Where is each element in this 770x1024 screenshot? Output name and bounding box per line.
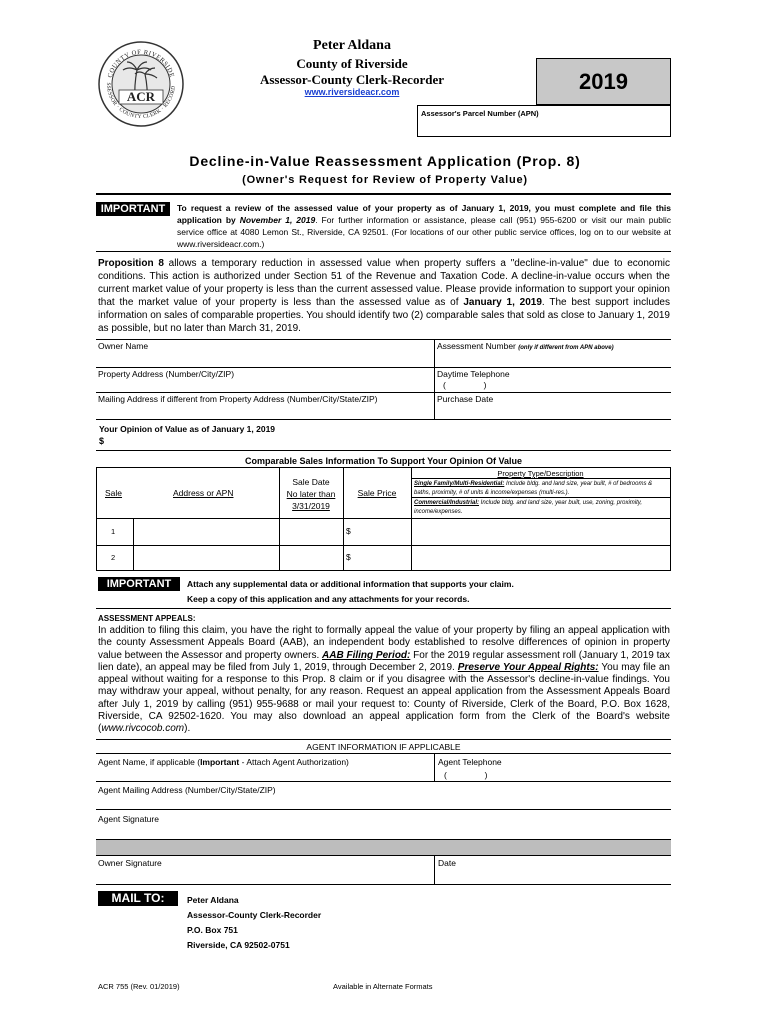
apn-field[interactable] — [417, 105, 671, 137]
opinion-bottom-border — [96, 450, 671, 451]
year-box — [536, 58, 671, 105]
row-2-address-field[interactable] — [134, 546, 279, 570]
agent-mailing-field[interactable] — [96, 782, 671, 808]
agent-telephone-field[interactable] — [435, 754, 671, 780]
mail-to-badge: MAIL TO: — [98, 891, 178, 906]
comparables-title: Comparable Sales Information To Support Your Opinion Of Value — [244, 456, 523, 466]
opinion-value-field[interactable] — [108, 433, 408, 447]
row-2-dollar: $ — [346, 552, 351, 562]
apn-label: Assessor's Parcel Number (APN) — [421, 109, 539, 118]
fields-bottom-border — [96, 419, 671, 420]
agent-top-border — [96, 739, 671, 740]
title-divider — [96, 193, 671, 195]
important-badge: IMPORTANT — [96, 202, 170, 216]
mail-to-address: Peter Aldana Assessor-County Clerk-Recorder P.O. Box 751 Riverside, CA 92502-0751 — [187, 895, 322, 950]
rivcocob-link[interactable]: www.rivcocob.com — [101, 723, 185, 735]
col-address-header: Address or APN — [173, 488, 234, 498]
daytime-phone-field[interactable] — [435, 368, 671, 392]
col-price-header: Sale Price — [357, 488, 397, 498]
row-2-date-field[interactable] — [280, 546, 343, 570]
agent-name-label: Agent Name, if applicable (Important - Attach Agent Authorization) — [98, 757, 349, 767]
section-divider — [96, 251, 671, 252]
col-sale-header: Sale — [105, 488, 123, 498]
owner-signature-label: Owner Signature — [98, 858, 162, 868]
daytime-phone-label: Daytime Telephone — [437, 369, 510, 379]
agent-signature-label: Agent Signature — [98, 814, 159, 824]
agent-mailing-label: Agent Mailing Address (Number/City/State/ZIP) — [98, 785, 276, 795]
owner-name-field[interactable] — [96, 340, 434, 367]
county-seal-logo — [97, 40, 185, 128]
appeals-heading: ASSESSMENT APPEALS: — [98, 614, 196, 623]
owner-date-label: Date — [438, 858, 456, 868]
owner-signature-field[interactable] — [96, 856, 434, 884]
col-date-header: Sale Date No later than 3/31/2019 — [286, 477, 336, 511]
col-type-header: Property Type/Description — [497, 469, 584, 478]
mailing-address-label: Mailing Address if different from Property Address (Number/City/State/ZIP) — [98, 394, 378, 404]
separator-band — [96, 839, 671, 856]
row-1-price-field[interactable] — [353, 519, 411, 545]
opinion-value-dollar: $ — [99, 436, 105, 446]
form-subtitle: (Owner's Request for Review of Property Value) — [242, 174, 528, 186]
purchase-date-label: Purchase Date — [437, 394, 494, 404]
mailing-address-field[interactable] — [96, 393, 434, 419]
property-address-field[interactable] — [96, 368, 434, 392]
form-title: Decline-in-Value Reassessment Application (Prop. 8) — [189, 153, 581, 169]
deadline-date: November 1, 2019 — [239, 215, 316, 225]
daytime-phone-parens: ( ) — [443, 380, 487, 390]
alternate-formats: Available in Alternate Formats — [333, 982, 433, 991]
appeals-paragraph: In addition to filing this claim, you have the right to formally appeal the value of your property by filing an appeal application with the county Assessment Appeals Board (AAB), an independent body established to resolve differences of opinion in property value between the Assessor and property owners. AAB Filing Period: For the 2019 regular assessment roll (January 1, 2019 tax lien date), an appeal may be filed from July 1, 2019, through December 2, 2019. Preserve Your Appeal Rights: You may file an appeal without waiting for a response to this Prop. 8 claim or if you disagree with the Assessor's decline-in-value findings. You may withdraw your appeal, without penalty, for any reason. Request an appeal application from the Assessment Appeals Board after July 1, 2019 by calling (951) 955-9688 or mail your request to: County of Riverside, Clerk of the Board, P.O. Box 1628, Riverside, CA 92502-1620. You may also download an appeal application form from the Clerk of the Board's website (www.rivcocob.com). — [98, 625, 670, 735]
svg-text:ASSESSOR · COUNTY CLERK · RECO: SSESSOR · COUNTY CLERK · RECORD — [104, 82, 178, 121]
attach-note: Attach any supplemental data or additional information that supports your claim. — [187, 579, 514, 589]
agent-name-field[interactable] — [96, 754, 434, 780]
assessor-name: Peter Aldana — [313, 38, 391, 53]
row-2-description-field[interactable] — [412, 546, 670, 570]
row-1-description-field[interactable] — [412, 519, 670, 545]
agent-phone-parens: ( ) — [444, 770, 488, 780]
important-badge-2: IMPORTANT — [98, 577, 180, 591]
purchase-date-field[interactable] — [435, 393, 671, 419]
agent-header: AGENT INFORMATION IF APPLICABLE — [306, 742, 461, 752]
form-id: ACR 755 (Rev. 01/2019) — [98, 982, 180, 991]
row-2-price-field[interactable] — [353, 546, 411, 570]
section-divider — [96, 608, 671, 609]
svg-text:ACR: ACR — [126, 89, 156, 104]
office-name: Assessor-County Clerk-Recorder — [259, 72, 444, 87]
owner-date-field[interactable] — [435, 856, 671, 884]
prop8-paragraph: Proposition 8 allows a temporary reduction in assessed value when property suffers a "decline-in-value" due to economic conditions. This action is authorized under Section 51 of the Revenue and Taxation Code. A decline-in-value occurs when the current market value of your property is less than the current assessed value. Please provide information to support your opinion that the market value of your property is less than the assessed value as of January 1, 2019. The best support includes information on sales of comparable properties. You should identify two (2) comparable sales that sold as close to January 1, 2019 as possible, but no later than March 31, 2019. — [98, 258, 670, 334]
owner-name-label: Owner Name — [98, 341, 149, 351]
assessment-number-label: Assessment Number (only if different from APN above) — [437, 341, 614, 351]
sfr-instructions: Single Family/Multi-Residential: Include bldg. and land size, year built, # of bedrooms & baths, proximity, # of units & income/expenses (multi-res.). — [414, 481, 653, 496]
assessment-number-field[interactable] — [435, 340, 671, 367]
row-1-date-field[interactable] — [280, 519, 343, 545]
ci-instructions: Commercial/Industrial: Include bldg. and land size, year built, use, zoning, proximity, income/expenses. — [414, 500, 642, 515]
owner-bottom-border — [96, 884, 671, 885]
row-1-number: 1 — [111, 527, 116, 536]
county-name: County of Riverside — [296, 56, 408, 71]
opinion-value-label: Your Opinion of Value as of January 1, 2019 — [99, 424, 276, 434]
row-1-address-field[interactable] — [134, 519, 279, 545]
important-notice: To request a review of the assessed value of your property as of January 1, 2019, you must complete and file this application by November 1, 2019. For further information or assistance, please call (951) 955-6200 or visit our main public service office at 4080 Lemon St., Riverside, CA 92501. (For locations of our other public service offices, log on to our website at www.riversideacr.com.) — [177, 203, 672, 249]
year: 2019 — [579, 69, 628, 94]
row-2-number: 2 — [111, 553, 116, 562]
agent-signature-field[interactable] — [96, 810, 671, 838]
comparables-table — [96, 467, 671, 571]
row-1-dollar: $ — [346, 526, 351, 536]
property-address-label: Property Address (Number/City/ZIP) — [98, 369, 235, 379]
svg-text:COUNTY OF RIVERSIDE: COUNTY OF RIVERSIDE — [106, 48, 176, 79]
agent-telephone-label: Agent Telephone — [438, 757, 502, 767]
website-link[interactable]: www.riversideacr.com — [304, 87, 400, 97]
keep-copy-note: Keep a copy of this application and any attachments for your records. — [187, 594, 470, 604]
